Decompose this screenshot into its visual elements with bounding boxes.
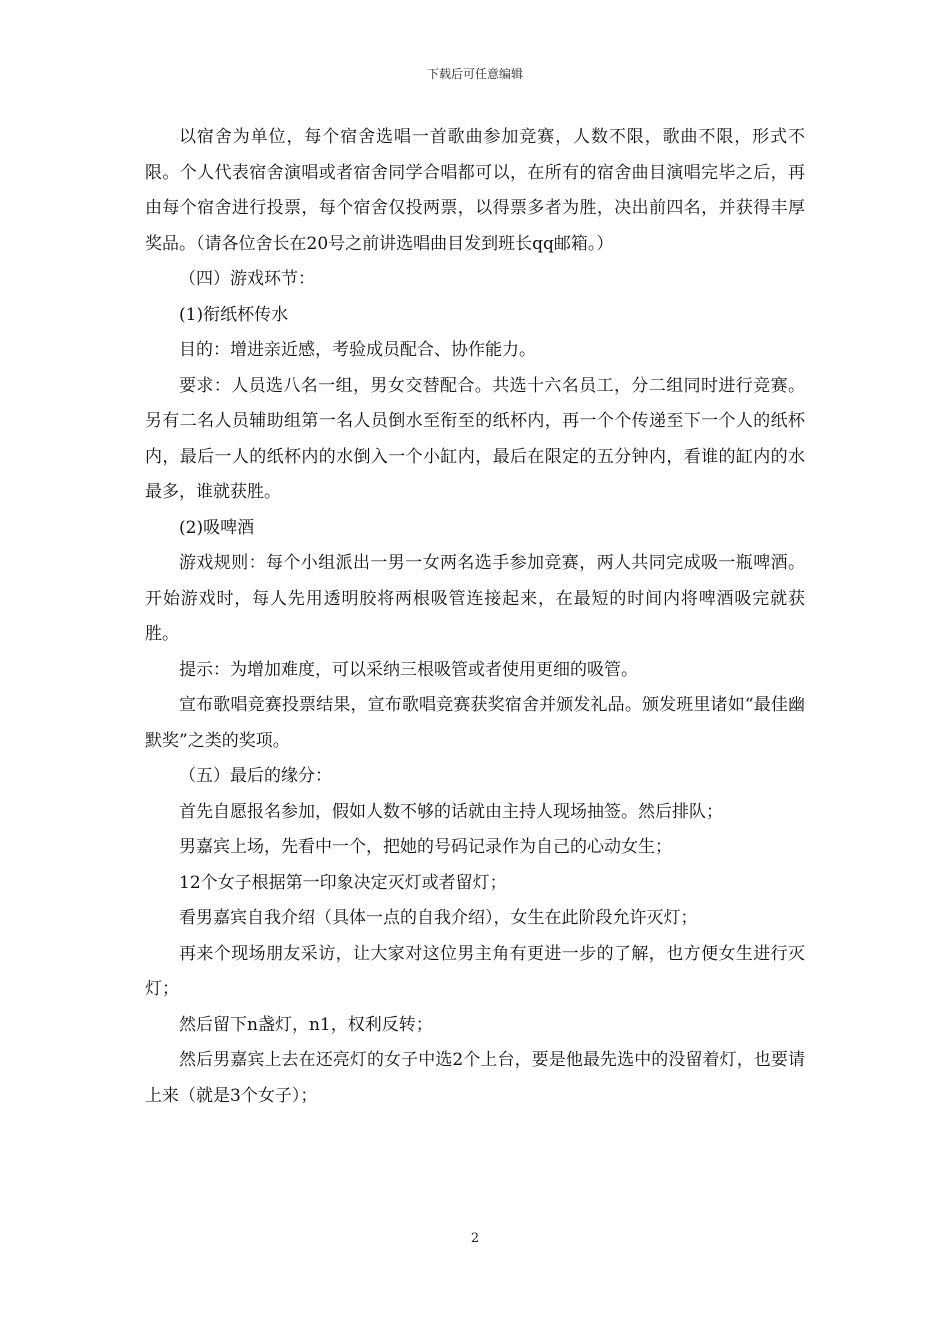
game-1-title: (1)衔纸杯传水 bbox=[179, 304, 289, 325]
game-1-requirements: 要求：人员选八名一组，男女交替配合。共选十六名员工，分二组同时进行竞赛。另有二名人员辅助组第一名人员倒水至衔至的纸杯内，再一个个传递至下一个人的纸杯内，最后一人的纸杯内的水倒入一个小缸内，最后在限定的五分钟内，看谁的缸内的水最多，谁就获胜。 bbox=[145, 375, 805, 502]
step-choose-on-stage: 然后男嘉宾上去在还亮灯的女子中选2个上台，要是他最先选中的没留着灯，也要请上来（就是3个女子）； bbox=[145, 1050, 805, 1106]
game-2-tip: 提示：为增加难度，可以采纳三根吸管或者使用更细的吸管。 bbox=[179, 659, 638, 680]
page-header: 下载后可任意编辑 bbox=[426, 67, 523, 81]
step-signup: 首先自愿报名参加，假如人数不够的话就由主持人现场抽签。然后排队； bbox=[179, 801, 723, 822]
section-heading-games: （四）游戏环节： bbox=[179, 269, 315, 289]
game-2-title: (2)吸啤酒 bbox=[179, 517, 255, 538]
paragraph-dorm-singing-contest: 以宿舍为单位，每个宿舍选唱一首歌曲参加竞赛，人数不限，歌曲不限，形式不限。个人代表宿舍演唱或者宿舍同学合唱都可以，在所有的宿舍曲目演唱完毕之后，再由每个宿舍进行投票，每个宿舍仅投两票，以得票多者为胜，决出前四名，并获得丰厚奖品。（请各位舍长在20号之前讲选唱曲目发到班长qq邮箱。） bbox=[145, 127, 805, 254]
paragraph-award-announcement: 宣布歌唱竞赛投票结果，宣布歌唱竞赛获奖宿舍并颁发礼品。颁发班里诸如“最佳幽默奖”之类的奖项。 bbox=[145, 695, 805, 751]
page-number: 2 bbox=[470, 1231, 480, 1246]
step-self-introduction: 看男嘉宾自我介绍（具体一点的自我介绍），女生在此阶段允许灭灯； bbox=[179, 908, 698, 928]
step-male-guest-enters: 男嘉宾上场，先看中一个，把她的号码记录作为自己的心动女生； bbox=[179, 837, 672, 857]
game-1-purpose: 目的：增进亲近感，考验成员配合、协作能力。 bbox=[179, 340, 536, 360]
step-friend-interview: 再来个现场朋友采访，让大家对这位男主角有更进一步的了解，也方便女生进行灭灯； bbox=[145, 943, 805, 999]
game-2-rules: 游戏规则：每个小组派出一男一女两名选手参加竞赛，两人共同完成吸一瓶啤酒。开始游戏时，每人先用透明胶将两根吸管连接起来，在最短的时间内将啤酒吸完就获胜。 bbox=[145, 553, 805, 644]
document-body bbox=[145, 120, 805, 1114]
step-power-reversal: 然后留下n盏灯，n1，权利反转； bbox=[179, 1014, 433, 1035]
step-first-impression: 12个女子根据第一印象决定灭灯或者留灯； bbox=[179, 872, 507, 893]
section-heading-final-fate: （五）最后的缘分： bbox=[179, 766, 332, 786]
